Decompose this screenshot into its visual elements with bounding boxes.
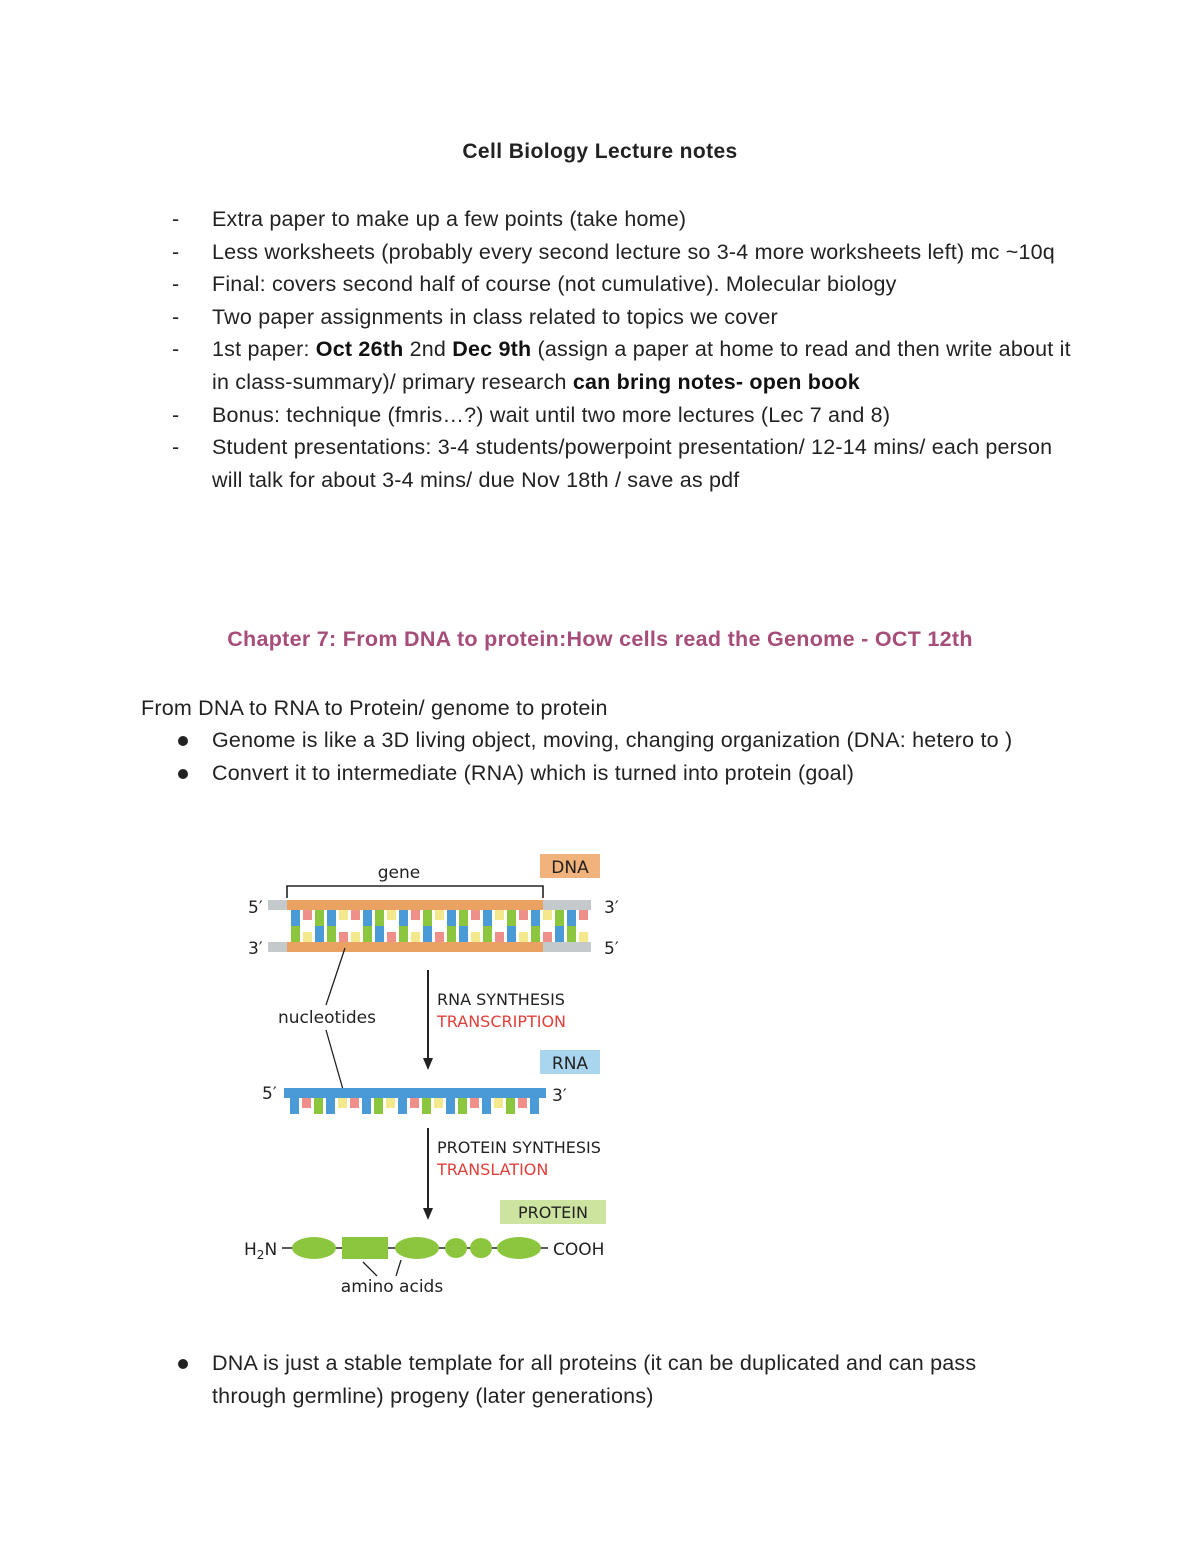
- rna-base: [518, 1098, 527, 1108]
- dna-base: [459, 910, 468, 926]
- note-bold-text: can bring notes- open book: [572, 369, 860, 394]
- dna-base: [291, 926, 300, 942]
- dna-base: [351, 910, 360, 920]
- dna-base: [495, 932, 504, 942]
- dna-base: [447, 910, 456, 926]
- dna-base: [507, 926, 516, 942]
- amino-acid: [497, 1237, 541, 1259]
- h2n-label: $H_2N$: [244, 1240, 278, 1262]
- note-text: Two paper assignments in class related to topics we cover: [212, 304, 778, 329]
- rna-base: [470, 1098, 479, 1108]
- nucleotides-pointer-upper: [326, 948, 345, 1005]
- bullet-list-bottom: [172, 1347, 1052, 1412]
- note-item: [172, 431, 1072, 496]
- chapter-heading: Chapter 7: From DNA to protein:How cells read the Genome - OCT 12th: [227, 627, 973, 651]
- dna-3prime-right: 3′: [604, 898, 619, 918]
- dash-marker: -: [172, 402, 180, 427]
- bullet-list-top: [172, 724, 1052, 789]
- dna-base: [543, 910, 552, 920]
- dna-base: [483, 910, 492, 926]
- transcription-arrowhead: [423, 1058, 433, 1070]
- note-text: Student presentations: 3-4 students/powerpoint presentation/ 12-14 mins/ each person will talk for about 3-4 mins/ due Nov 18th / save as pdf: [212, 435, 1053, 492]
- amino-acid: [342, 1237, 388, 1259]
- rna-base: [338, 1098, 347, 1108]
- amino-acid: [445, 1238, 467, 1258]
- dash-marker: -: [172, 272, 180, 297]
- bullet-text: Genome is like a 3D living object, moving, changing organization (DNA: hetero to ): [212, 728, 1013, 752]
- bullet-dot: [178, 736, 188, 746]
- dna-base: [327, 926, 336, 942]
- dna-base: [387, 932, 396, 942]
- rna-base: [494, 1098, 503, 1108]
- rna-base: [302, 1098, 311, 1108]
- note-item: [172, 399, 1072, 432]
- dna-base: [471, 910, 480, 920]
- rna-base: [458, 1098, 467, 1114]
- dna-base: [387, 910, 396, 920]
- dna-3prime-left: 3′: [248, 939, 263, 959]
- bullet-item: [172, 757, 1052, 790]
- dna-grey-backbone: [543, 900, 591, 910]
- note-text: Extra paper to make up a few points (take home): [212, 207, 687, 231]
- note-item: [172, 333, 1072, 398]
- nucleotides-label: nucleotides: [278, 1008, 376, 1028]
- bullet-text: DNA is just a stable template for all proteins (it can be duplicated and can pass through germline) progeny (later generations): [212, 1351, 977, 1408]
- cooh-label: COOH: [553, 1240, 605, 1260]
- rna-base: [434, 1098, 443, 1108]
- dna-base: [423, 926, 432, 942]
- gene-bracket: [287, 886, 543, 898]
- dna-tag: DNA: [551, 858, 589, 878]
- amino-acid: [395, 1237, 439, 1259]
- dna-base: [399, 910, 408, 926]
- bullet-item: [172, 1347, 1052, 1412]
- note-bold-text: Oct 26th: [315, 337, 404, 362]
- dna-base: [447, 926, 456, 942]
- dna-base: [435, 932, 444, 942]
- protein-tag: PROTEIN: [518, 1203, 588, 1222]
- rna-base: [350, 1098, 359, 1108]
- gene-label: gene: [377, 863, 421, 883]
- rna-base: [506, 1098, 515, 1114]
- dna-grey-backbone: [268, 900, 288, 910]
- amino-pointer-left: [363, 1262, 377, 1276]
- dna-base: [567, 926, 576, 942]
- bullet-item: [172, 724, 1052, 757]
- dna-base: [459, 926, 468, 942]
- dna-base: [399, 926, 408, 942]
- rna-tag: RNA: [551, 1054, 589, 1074]
- rna-synthesis-label: RNA SYNTHESIS: [437, 990, 565, 1009]
- rna-3prime: 3′: [552, 1086, 567, 1106]
- dna-base: [555, 926, 564, 942]
- bullet-dot: [178, 769, 188, 779]
- dna-grey-backbone: [268, 942, 288, 952]
- note-text: 2nd: [403, 337, 453, 362]
- dna-base: [411, 910, 420, 920]
- note-item: [172, 203, 1072, 236]
- amino-acid: [470, 1238, 492, 1258]
- dash-marker: -: [172, 239, 180, 264]
- dna-base: [375, 926, 384, 942]
- dna-bottom-backbone: [287, 942, 543, 952]
- amino-pointer-right: [396, 1260, 401, 1276]
- note-item: [172, 236, 1072, 269]
- rna-base: [410, 1098, 419, 1108]
- dna-base: [315, 926, 324, 942]
- dna-base: [519, 910, 528, 920]
- rna-base: [398, 1098, 407, 1114]
- dna-rna-protein-figure: [230, 848, 630, 1298]
- rna-5prime: 5′: [262, 1084, 277, 1104]
- dna-base: [567, 910, 576, 926]
- rna-base: [362, 1098, 371, 1114]
- rna-base: [422, 1098, 431, 1114]
- note-item: [172, 268, 1072, 301]
- dna-base: [315, 910, 324, 926]
- dna-base: [519, 932, 528, 942]
- dna-base: [351, 932, 360, 942]
- amino-acid-chain: [292, 1237, 541, 1259]
- dna-5prime-left: 5′: [248, 898, 263, 918]
- dna-grey-backbone: [543, 942, 591, 952]
- dna-top-backbone: [287, 900, 543, 910]
- protein-synthesis-label: PROTEIN SYNTHESIS: [437, 1138, 601, 1157]
- dna-base: [327, 910, 336, 926]
- rna-base: [446, 1098, 455, 1114]
- bullet-dot: [178, 1359, 188, 1369]
- document-title: Cell Biology Lecture notes: [462, 140, 738, 163]
- dna-base: [435, 910, 444, 920]
- lecture-notes-list: [172, 203, 1072, 496]
- rna-base: [290, 1098, 299, 1114]
- dna-base: [375, 910, 384, 926]
- dna-base: [411, 932, 420, 942]
- dna-base: [543, 932, 552, 942]
- dna-base: [579, 910, 588, 920]
- note-text: Less worksheets (probably every second lecture so 3-4 more worksheets left) mc ~10q: [212, 239, 1055, 264]
- note-text: 1st paper:: [212, 337, 316, 362]
- dna-double-helix: [268, 900, 591, 952]
- rna-base: [386, 1098, 395, 1108]
- dna-base: [555, 910, 564, 926]
- dna-base: [363, 910, 372, 926]
- note-text: Bonus: technique (fmris…?) wait until two more lectures (Lec 7 and 8): [212, 402, 891, 427]
- dna-base: [471, 932, 480, 942]
- dna-base: [303, 910, 312, 920]
- dna-base: [339, 932, 348, 942]
- rna-base: [314, 1098, 323, 1114]
- dash-marker: -: [172, 435, 180, 460]
- note-bold-text: Dec 9th: [452, 337, 532, 362]
- dna-base: [303, 932, 312, 942]
- note-item: [172, 301, 1072, 334]
- dna-base: [507, 910, 516, 926]
- dna-base: [363, 926, 372, 942]
- dna-base: [495, 910, 504, 920]
- amino-acid: [292, 1237, 336, 1259]
- dna-base: [579, 932, 588, 942]
- lead-text: From DNA to RNA to Protein/ genome to protein: [141, 696, 608, 720]
- dna-base: [531, 910, 540, 926]
- dash-marker: -: [172, 207, 180, 231]
- rna-base: [374, 1098, 383, 1114]
- translation-arrowhead: [423, 1208, 433, 1220]
- rna-backbone: [284, 1088, 546, 1098]
- rna-base: [482, 1098, 491, 1114]
- transcription-label: TRANSCRIPTION: [437, 1012, 567, 1031]
- note-text: Final: covers second half of course (not cumulative). Molecular biology: [212, 272, 897, 297]
- rna-base: [530, 1098, 539, 1114]
- bullet-text: Convert it to intermediate (RNA) which is turned into protein (goal): [212, 760, 855, 785]
- rna-strand: [284, 1088, 546, 1114]
- dna-base: [423, 910, 432, 926]
- rna-base: [326, 1098, 335, 1114]
- dash-marker: -: [172, 337, 180, 362]
- dna-5prime-right: 5′: [604, 939, 619, 959]
- note-text: (assign a paper at home to read and then write about it in class-summary)/ primary research: [212, 337, 1071, 394]
- amino-acids-label: amino acids: [340, 1277, 444, 1297]
- dash-marker: -: [172, 304, 180, 329]
- translation-label: TRANSLATION: [437, 1160, 549, 1179]
- dna-base: [291, 910, 300, 926]
- dna-base: [483, 926, 492, 942]
- dna-base: [531, 926, 540, 942]
- dna-base: [339, 910, 348, 920]
